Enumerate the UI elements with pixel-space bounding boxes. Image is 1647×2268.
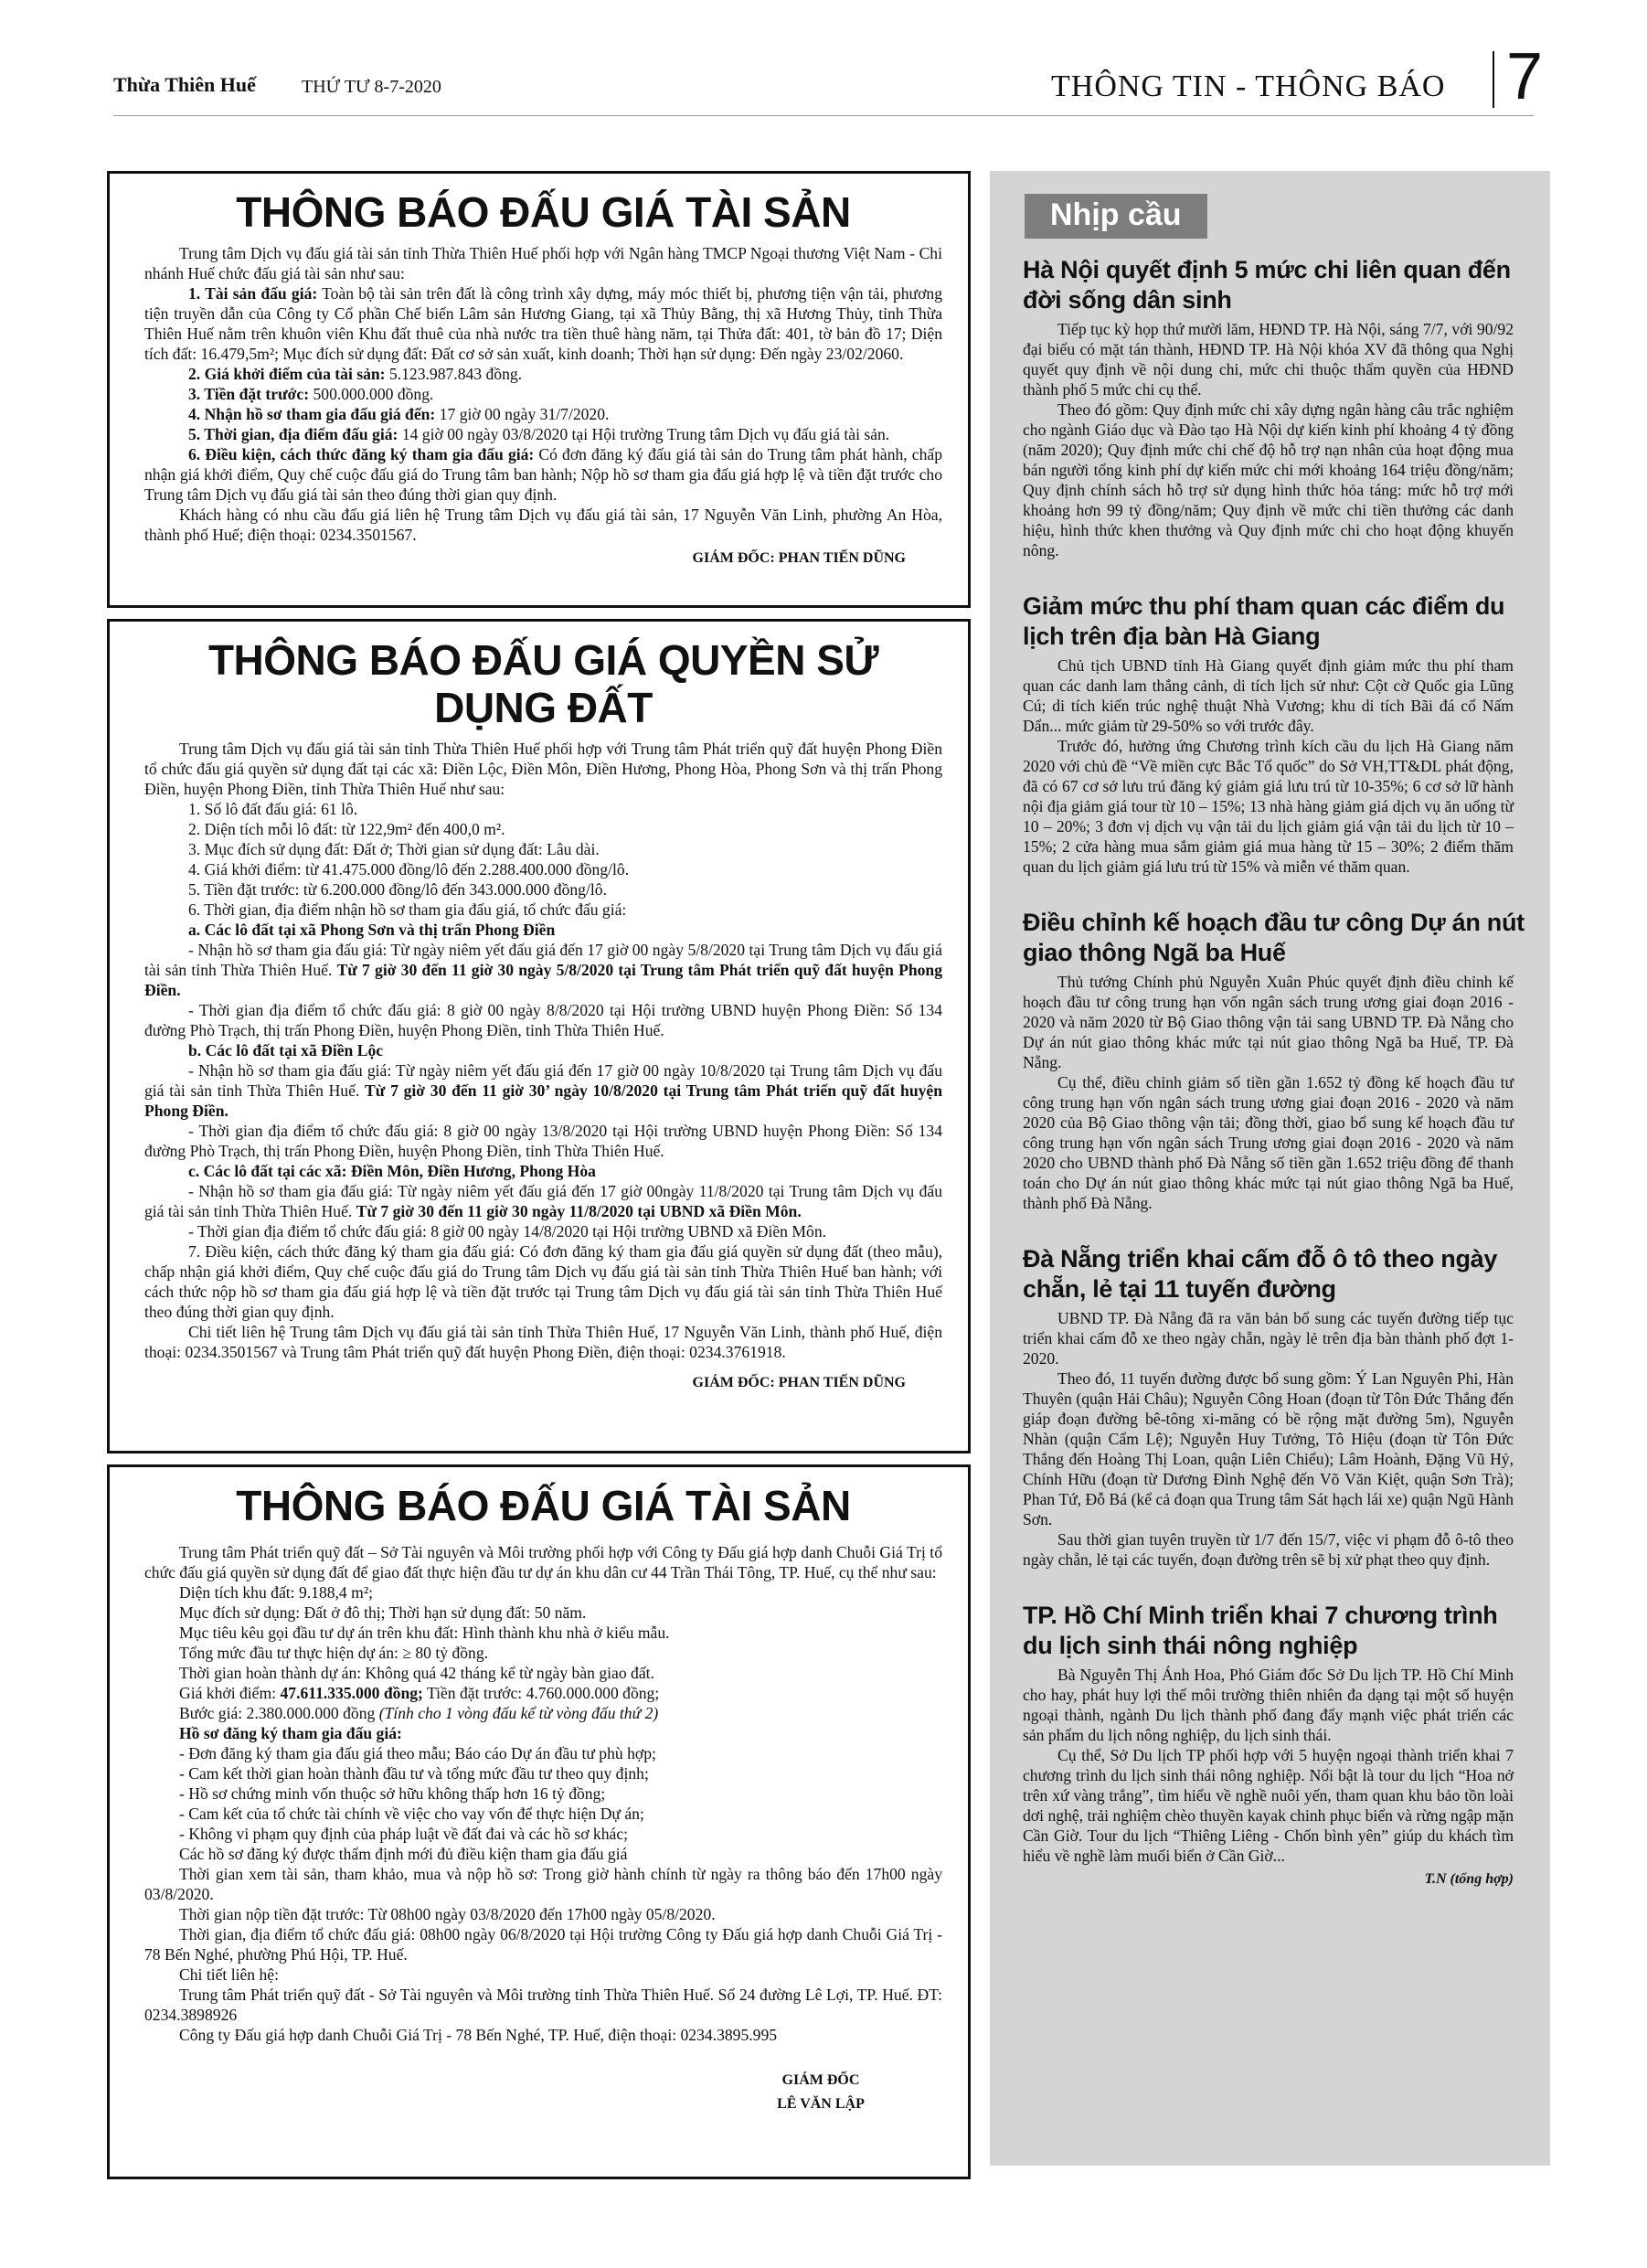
article-paragraph: Cụ thể, Sở Du lịch TP phối hợp với 5 huyện ngoại thành triển khai 7 chương trình du lịch sinh thái nông nghiệp. Nổi bật là tour du lịch “Hoa nở trên xứ vàng trắng”, tìm hiểu về nghề nuôi yến, tham quan khu bảo tồn loài dơi nghệ, trải nghiệm chèo thuyền kayak chinh phục biển và rừng ngập mặn Cần Giờ. Tour du lịch “Thiêng Liêng - Chốn bình yên” giúp du khách tìm hiểu về nghề làm muối biển ở Cần Giờ...: [1023, 1746, 1514, 1865]
article-title: Giảm mức thu phí tham quan các điểm du lịch trên địa bàn Hà Giang: [1023, 592, 1505, 650]
article-title: Hà Nội quyết định 5 mức chi liên quan đến đời sống dân sinh: [1023, 256, 1511, 314]
notice-item: - Hồ sơ chứng minh vốn thuộc sở hữu không thấp hơn 16 tỷ đồng;: [179, 1784, 606, 1803]
page-number: 7: [1506, 40, 1544, 113]
notice-item: 4. Nhận hồ sơ tham gia đấu giá đến: 17 giờ 00 ngày 31/7/2020.: [188, 405, 610, 423]
article-paragraph: Chủ tịch UBND tỉnh Hà Giang quyết định giảm mức thu phí tham quan các danh lam thắng cảnh, di tích lịch sử như: Cột cờ Quốc gia Lũng Cú; di tích kiến trúc nghệ thuật Nhà Vương; khu di tích Bãi đá cổ Nấm Dẩn... mức giảm từ 29-50% so với trước đây.: [1023, 656, 1514, 735]
notice-land-use-auction: [107, 619, 971, 1453]
notice-item: 2. Diện tích mỗi lô đất: từ 122,9m² đến 400,0 m².: [188, 820, 505, 838]
issue-date: THỨ TƯ 8-7-2020: [302, 77, 441, 97]
notice-item: 5. Tiền đặt trước: từ 6.200.000 đồng/lô đến 343.000.000 đồng/lô.: [188, 880, 607, 899]
notice-contact: Chi tiết liên hệ Trung tâm Dịch vụ đấu giá tài sản tỉnh Thừa Thiên Huế, 17 Nguyễn Văn Linh, thành phố Huế, điện thoại: 0234.3501567 và Trung tâm Phát triển quỹ đất huyện Phong Điền, điện thoại: 0234.3761918.: [144, 1323, 942, 1361]
notice-intro: Trung tâm Dịch vụ đấu giá tài sản tỉnh Thừa Thiên Huế phối hợp với Trung tâm Phát triển quỹ đất huyện Phong Điền tổ chức đấu giá quyền sử dụng đất tại các xã: Điền Lộc, Điền Môn, Điền Hương, Phong Hòa, Phong Sơn và thị trấn Phong Điền, huyện Phong Điền, tỉnh Thừa Thiên Huế như sau:: [144, 740, 942, 798]
article-paragraph: Bà Nguyễn Thị Ánh Hoa, Phó Giám đốc Sở Du lịch TP. Hồ Chí Minh cho hay, phát huy lợi thế môi trường thiên nhiên đa dạng tại một số huyện ngoại thành, ngành Du lịch thành phố đang đẩy mạnh việc phát triển các sản phẩm du lịch nông nghiệp, du lịch sinh thái.: [1023, 1666, 1514, 1744]
notice-contact: Khách hàng có nhu cầu đấu giá liên hệ Trung tâm Dịch vụ đấu giá tài sản, 17 Nguyễn Văn Linh, phường An Hòa, thành phố Huế; điện thoại: 0234.3501567.: [144, 506, 942, 544]
notice-item: - Đơn đăng ký tham gia đấu giá theo mẫu; Báo cáo Dự án đầu tư phù hợp;: [179, 1744, 656, 1762]
notice-signature: GIÁM ĐỐC: PHAN TIẾN DŨNG: [692, 1375, 906, 1390]
header-divider: [1493, 51, 1494, 108]
notice-intro: Trung tâm Phát triển quỹ đất – Sở Tài nguyên và Môi trường phối hợp với Công ty Đấu giá hợp danh Chuỗi Giá Trị tổ chức đấu giá quyền sử dụng đất để giao đất thực hiện đầu tư dự án khu dân cư 44 Trần Thái Tông, TP. Huế, cụ thể như sau:: [144, 1543, 942, 1581]
news-sidebar: [990, 171, 1550, 2166]
article-paragraph: Theo đó gồm: Quy định mức chi xây dựng ngân hàng câu trắc nghiệm cho ngành Giáo dục và Đào tạo Hà Nội dự kiến kinh phí khoảng 4 tỷ đồng (năm 2020); Quy định mức chi chế độ hỗ trợ nạn nhân của hoạt động mua bán người tổng kinh phí dự kiến mức chi mới khoảng 164 triệu đồng/năm; Quy định chính sách hỗ trợ sử dụng hình thức hỏa táng: mức hỗ trợ mới khoảng hơn 99 tỷ đồng/năm; Quy định về mức chi tiền thưởng các danh hiệu, hình thức khen thưởng và Quy định mức chi cho hoạt động khuyến nông.: [1023, 400, 1514, 559]
article-paragraph: Tiếp tục kỳ họp thứ mười lăm, HĐND TP. Hà Nội, sáng 7/7, với 90/92 đại biểu có mặt tán thành, HĐND TP. Hà Nội khóa XV đã thông qua Nghị quyết quy định về nội dung chi, mức chi thuộc thẩm quyền của HĐND thành phố 5 mức chi cụ thể.: [1023, 320, 1514, 399]
article-credit: T.N (tổng hợp): [1424, 1871, 1514, 1887]
notice-subheading: b. Các lô đất tại xã Điền Lộc: [188, 1041, 384, 1059]
notice-item: - Thời gian địa điểm tổ chức đấu giá: 8 giờ 00 ngày 8/8/2020 tại Hội trường UBND huyện Phong Điền: Số 134 đường Phò Trạch, thị trấn Phong Điền, huyện Phong Điền, tỉnh Thừa Thiên Huế.: [144, 1001, 942, 1039]
article-title: Điều chỉnh kế hoạch đầu tư công Dự án nút giao thông Ngã ba Huế: [1023, 909, 1525, 966]
notice-item: Thời gian xem tài sản, tham khảo, mua và nộp hồ sơ: Trong giờ hành chính từ ngày ra thông báo đến 17h00 ngày 03/8/2020.: [144, 1865, 942, 1903]
notice-item: 3. Tiền đặt trước: 500.000.000 đồng.: [188, 385, 434, 403]
notice-item: Mục đích sử dụng: Đất ở đô thị; Thời hạn sử dụng đất: 50 năm.: [179, 1603, 587, 1622]
notice-item: Tổng mức đầu tư thực hiện dự án: ≥ 80 tỷ đồng.: [179, 1644, 489, 1662]
notice-item: Mục tiêu kêu gọi đầu tư dự án trên khu đất: Hình thành khu nhà ở kiểu mẫu.: [179, 1624, 670, 1642]
newspaper-name: Thừa Thiên Huế: [113, 73, 256, 96]
notice-subheading: Chi tiết liên hệ:: [179, 1965, 279, 1984]
notice-item: 2. Giá khởi điểm của tài sản: 5.123.987.843 đồng.: [188, 365, 523, 383]
notice-item: - Không vi phạm quy định của pháp luật về đất đai và các hồ sơ khác;: [179, 1825, 629, 1843]
notice-item: Thời gian, địa điểm tổ chức đấu giá: 08h00 ngày 06/8/2020 tại Hội trường Công ty Đấu giá hợp danh Chuỗi Giá Trị - 78 Bến Nghé, phường Phú Hội, TP. Huế.: [144, 1925, 942, 1964]
news-article: [1008, 591, 1530, 877]
notice-item: Bước giá: 2.380.000.000 đồng (Tính cho 1 vòng đấu kể từ vòng đấu thứ 2): [179, 1704, 659, 1722]
notice-subheading: Hồ sơ đăng ký tham gia đấu giá:: [179, 1724, 402, 1742]
notice-item: Thời gian hoàn thành dự án: Không quá 42 tháng kể từ ngày bàn giao đất.: [179, 1664, 654, 1682]
article-title: Đà Nẵng triển khai cấm đỗ ô tô theo ngày chẵn, lẻ tại 11 tuyến đường: [1023, 1245, 1498, 1303]
article-paragraph: Thủ tướng Chính phủ Nguyễn Xuân Phúc quyết định điều chỉnh kế hoạch đầu tư công trung hạn vốn ngân sách trung ương giai đoạn 2016 - 2020 và năm 2020 từ Bộ Giao thông vận tải sang UBND TP. Đà Nẵng cho Dự án nút giao thông khác mức tại nút giao thông Ngã ba Huế, TP. Đà Nẵng.: [1023, 973, 1514, 1071]
notice-item: Các hồ sơ đăng ký được thẩm định mới đủ điều kiện tham gia đấu giá: [179, 1845, 628, 1863]
notice-item: Diện tích khu đất: 9.188,4 m²;: [179, 1583, 373, 1602]
notice-item: 1. Tài sản đấu giá: Toàn bộ tài sản trên đất là công trình xây dựng, máy móc thiết bị, phương tiện vận tải, phương tiện truyền dẫn của Công ty Cổ phần Chế biến Lâm sản Hương Giang, tại xã Thủy Bằng, thị xã Hương Thủy, tỉnh Thừa Thiên Huế nằm trên khuôn viên Khu đất thuê của nhà nước tra tiền thuê hàng năm, tại Thửa đất: 401, tờ bản đồ 17; Diện tích đất: 16.479,5m²; Mục đích sử dụng đất: Đất cơ sở sản xuất, kinh doanh; Thời hạn sử dụng: Đến ngày 23/02/2060.: [144, 284, 942, 363]
article-paragraph: Sau thời gian tuyên truyền từ 1/7 đến 15/7, việc vi phạm đỗ ô-tô theo ngày chẵn, lẻ tại các tuyến, đoạn đường trên sẽ bị xử phạt theo quy định.: [1023, 1530, 1514, 1569]
notice-item: 3. Mục đích sử dụng đất: Đất ở; Thời gian sử dụng đất: Lâu dài.: [188, 840, 600, 858]
notice-item: - Thời gian địa điểm tổ chức đấu giá: 8 giờ 00 ngày 13/8/2020 tại Hội trường UBND huyện Phong Điền: Số 134 đường Phò Trạch, thị trấn Phong Điền, huyện Phong Điền, tỉnh Thừa Thiên Huế.: [144, 1122, 942, 1160]
notice-item: 1. Số lô đất đấu giá: 61 lô.: [188, 800, 358, 818]
notice-item: - Nhận hồ sơ tham gia đấu giá: Từ ngày niêm yết đấu giá đến 17 giờ 00 ngày 5/8/2020 tại Trung tâm Dịch vụ đấu giá tài sản tỉnh Thừa Thiên Huế. Từ 7 giờ 30 đến 11 giờ 30 ngày 5/8/2020 tại Trung tâm Phát triển quỹ đất huyện Phong Điền.: [144, 941, 942, 999]
notice-signature: GIÁM ĐỐC LÊ VĂN LẬP: [777, 2072, 865, 2112]
notice-item: - Nhận hồ sơ tham gia đấu giá: Từ ngày niêm yết đấu giá đến 17 giờ 00 ngày 10/8/2020 tại Trung tâm Dịch vụ đấu giá tài sản tỉnh Thừa Thiên Huế. Từ 7 giờ 30 đến 11 giờ 30’ ngày 10/8/2020 tại Trung tâm Phát triển quỹ đất huyện Phong Điền.: [144, 1061, 942, 1120]
notice-item: - Nhận hồ sơ tham gia đấu giá: Từ ngày niêm yết đấu giá đến 17 giờ 00ngày 11/8/2020 tại Trung tâm Dịch vụ đấu giá tài sản tỉnh Thừa Thiên Huế. Từ 7 giờ 30 đến 11 giờ 30 ngày 11/8/2020 tại UBND xã Điền Môn.: [144, 1182, 942, 1220]
notice-item: 6. Thời gian, địa điểm nhận hồ sơ tham gia đấu giá, tổ chức đấu giá:: [188, 900, 627, 919]
notice-title: THÔNG BÁO ĐẤU GIÁ TÀI SẢN: [236, 1482, 851, 1529]
header-rule: [113, 115, 1534, 116]
notice-intro: Trung tâm Dịch vụ đấu giá tài sản tỉnh Thừa Thiên Huế phối hợp với Ngân hàng TMCP Ngoại thương Việt Nam - Chi nhánh Huế chức đấu giá tài sản như sau:: [144, 244, 942, 282]
section-title: THÔNG TIN - THÔNG BÁO: [1051, 69, 1446, 103]
notice-title: THÔNG BÁO ĐẤU GIÁ TÀI SẢN: [236, 188, 851, 236]
article-paragraph: Trước đó, hưởng ứng Chương trình kích cầu du lịch Hà Giang năm 2020 với chủ đề “Về miền cực Bắc Tổ quốc” do Sở VH,TT&DL phát động, đã có 67 cơ sở lưu trú đăng ký giảm giá lưu trú từ 10-35%; 6 cơ sở lữ hành nội địa giảm giá tour từ 10 – 15%; 13 nhà hàng giảm giá dịch vụ ăn uống từ 10 – 20%; 3 đơn vị dịch vụ vận tải du lịch giảm giá vận tải du lịch từ 10 – 15%; 2 cửa hàng mua sắm giảm giá mua hàng từ 15 – 30%; 2 điểm thăm quan du lịch giảm giá lưu trú từ 15% và miễn vé thăm quan.: [1023, 737, 1514, 876]
notice-title: THÔNG BÁO ĐẤU GIÁ QUYỀN SỬ DỤNG ĐẤT: [207, 636, 879, 731]
news-article: [1008, 1601, 1530, 1866]
notice-asset-auction-1: [107, 171, 971, 608]
news-article: [1008, 908, 1530, 1213]
notice-asset-auction-2: [107, 1464, 971, 2179]
article-paragraph: UBND TP. Đà Nẵng đã ra văn bản bổ sung các tuyến đường tiếp tục triển khai cấm đỗ xe theo ngày chẵn, ngày lẻ trên địa bàn thành phố đợt 1-2020.: [1023, 1309, 1514, 1368]
notice-contact: Công ty Đấu giá hợp danh Chuỗi Giá Trị - 78 Bến Nghé, TP. Huế, điện thoại: 0234.3895.995: [179, 2026, 778, 2044]
sidebar-tag: Nhịp cầu: [1025, 194, 1207, 239]
news-article: [1008, 1244, 1530, 1570]
notice-item: Thời gian nộp tiền đặt trước: Từ 08h00 ngày 03/8/2020 đến 17h00 ngày 05/8/2020.: [179, 1905, 716, 1923]
notice-item: Giá khởi điểm: 47.611.335.000 đồng; Tiền đặt trước: 4.760.000.000 đồng;: [179, 1684, 660, 1702]
news-article: [1008, 255, 1530, 560]
notice-subheading: c. Các lô đất tại các xã: Điền Môn, Điền Hương, Phong Hòa: [188, 1162, 596, 1180]
article-paragraph: Theo đó, 11 tuyến đường được bổ sung gồm: Ý Lan Nguyên Phi, Hàn Thuyên (quận Hải Châu); Nguyễn Công Hoan (đoạn từ Tôn Đức Thắng đến giáp đoạn đường bê-tông xi-măng có bề rộng mặt đường 5m), Nguyễn Nhàn (quận Cẩm Lệ); Nguyễn Huy Tưởng, Tô Hiệu (đoạn từ Tôn Đức Thắng đến Hoàng Thị Loan, quận Liên Chiểu); Lâm Hoành, Đặng Vũ Hỷ, Chính Hữu (đoạn từ Dương Đình Nghệ đến Võ Văn Kiệt, quận Sơn Trà); Phan Tứ, Đỗ Bá (kể cả đoạn qua Trung tâm Sát hạch lái xe) quận Ngũ Hành Sơn.: [1023, 1369, 1514, 1528]
article-title: TP. Hồ Chí Minh triển khai 7 chương trình du lịch sinh thái nông nghiệp: [1023, 1602, 1498, 1659]
notice-item: - Cam kết của tổ chức tài chính về việc cho vay vốn để thực hiện Dự án;: [179, 1805, 644, 1823]
notice-item: - Thời gian địa điểm tổ chức đấu giá: 8 giờ 00 ngày 14/8/2020 tại Hội trường UBND xã Điền Môn.: [188, 1222, 827, 1240]
notice-subheading: a. Các lô đất tại xã Phong Sơn và thị trấn Phong Điền: [188, 921, 556, 939]
article-paragraph: Cụ thể, điều chỉnh giảm số tiền gần 1.652 tỷ đồng kế hoạch đầu tư công trung hạn vốn ngân sách trung ương giai đoạn 2016 - 2020 và năm 2020 của Bộ Giao thông vận tải; đồng thời, giao bổ sung kế hoạch đầu tư công trung hạn vốn ngân sách Trung ương giai đoạn 2016 - 2020 và năm 2020 cho UBND thành phố Đà Nẵng số tiền gần 1.652 triệu đồng để thanh toán cho Dự án nút giao thông khác mức tại nút giao thông Ngã ba Huế, thành phố Đà Nẵng.: [1023, 1073, 1514, 1212]
notice-contact: Trung tâm Phát triển quỹ đất - Sở Tài nguyên và Môi trường tỉnh Thừa Thiên Huế. Số 24 đường Lê Lợi, TP. Huế. ĐT: 0234.3898926: [144, 1986, 942, 2024]
notice-item: 5. Thời gian, địa điểm đấu giá: 14 giờ 00 ngày 03/8/2020 tại Hội trường Trung tâm Dịch vụ đấu giá tài sản.: [188, 425, 890, 443]
notice-signature: GIÁM ĐỐC: PHAN TIẾN DŨNG: [692, 550, 906, 566]
notice-item: 7. Điều kiện, cách thức đăng ký tham gia đấu giá: Có đơn đăng ký tham gia đấu giá quyền sử dụng đất (theo mẫu), chấp nhận giá khởi điểm, Quy chế cuộc đấu giá do Trung tâm Dịch vụ đấu giá tài sản tỉnh Thừa Thiên Huế ban hành; với cách thức nộp hồ sơ tham gia đấu giá hợp lệ và tiền đặt trước tại Trung tâm Dịch vụ đấu giá tài sản tỉnh Thừa Thiên Huế theo đúng thời gian quy định.: [144, 1242, 942, 1321]
notice-item: 4. Giá khởi điểm: từ 41.475.000 đồng/lô đến 2.288.400.000 đồng/lô.: [188, 860, 630, 878]
notice-item: 6. Điều kiện, cách thức đăng ký tham gia đấu giá: Có đơn đăng ký đấu giá tài sản do Trung tâm phát hành, chấp nhận giá khởi điểm, Quy chế cuộc đấu giá do Trung tâm ban hành; Nộp hồ sơ tham gia đấu giá hợp lệ và tiền đặt trước cho Trung tâm Dịch vụ đấu giá tài sản theo đúng thời gian quy định.: [144, 445, 942, 504]
notice-item: - Cam kết thời gian hoàn thành đầu tư và tổng mức đầu tư theo quy định;: [179, 1764, 649, 1783]
